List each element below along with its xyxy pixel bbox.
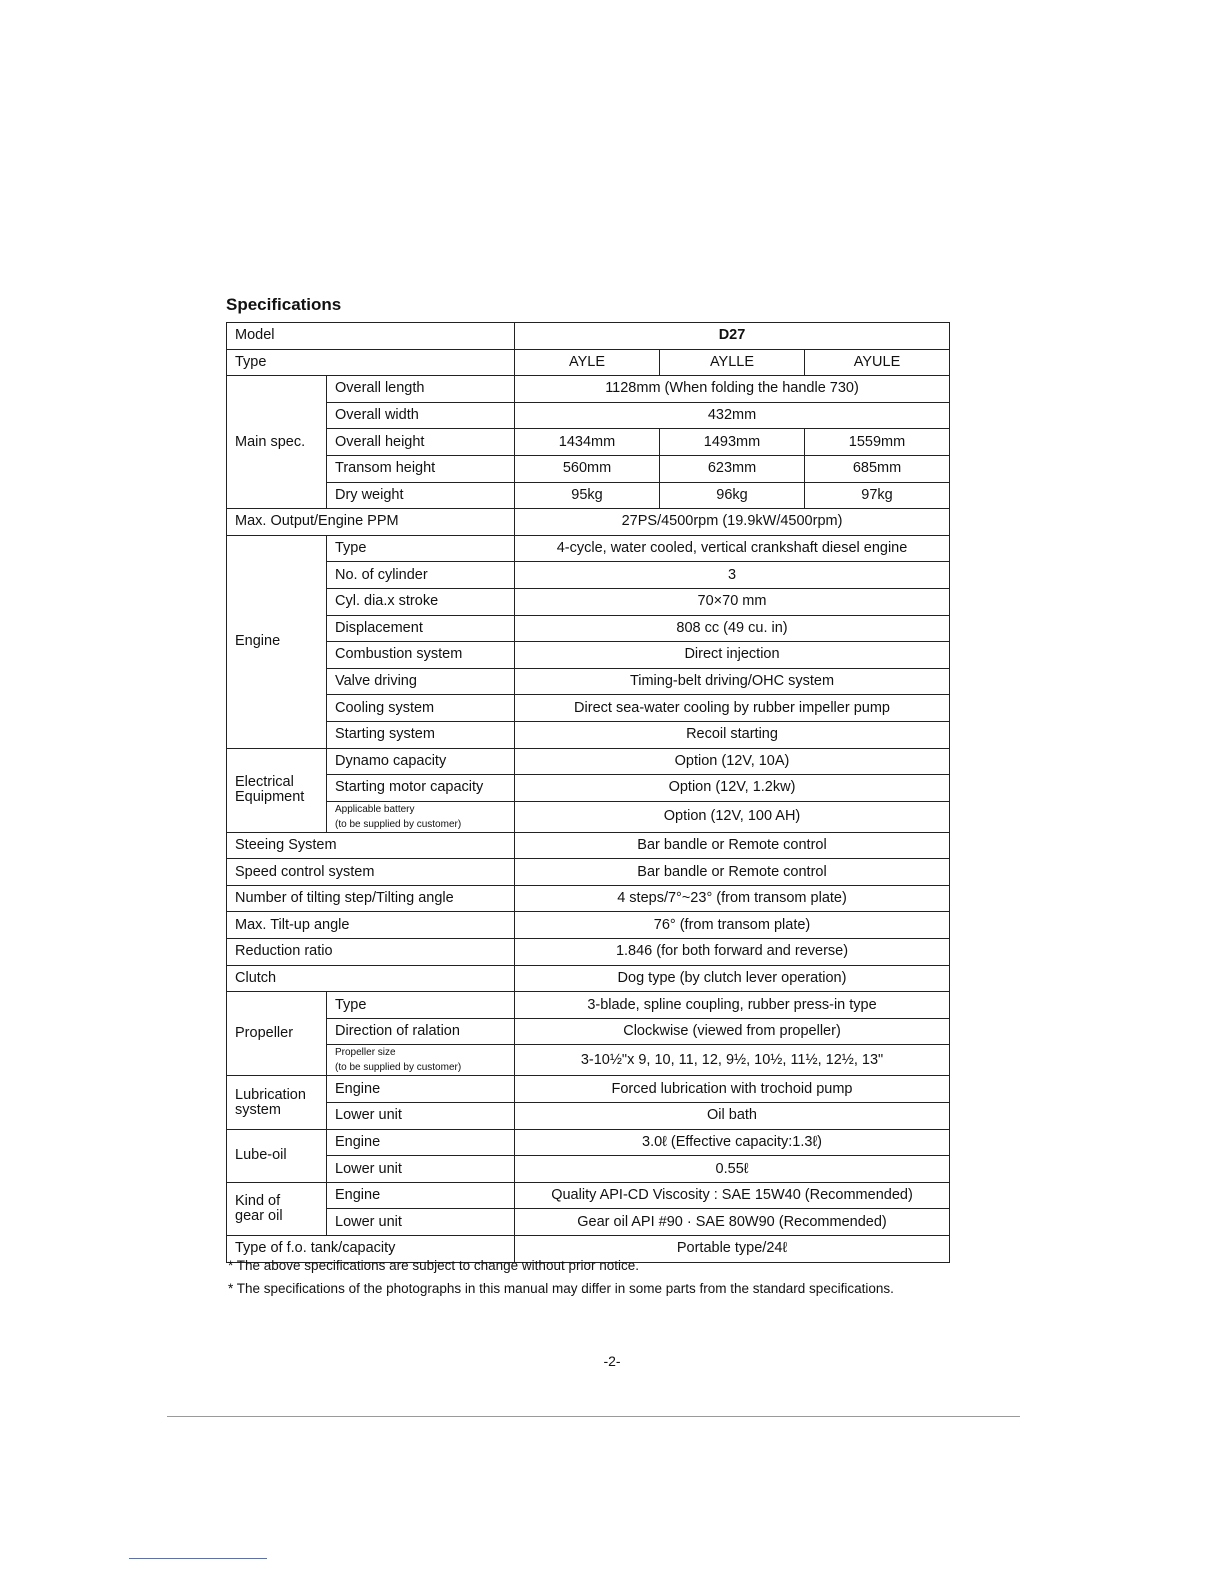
table-row	[227, 509, 950, 536]
table-row	[227, 1129, 950, 1156]
steering-label: Steeing System	[227, 832, 515, 859]
table-row	[227, 349, 950, 376]
gear-oil-engine-label: Engine	[327, 1182, 515, 1209]
table-row	[227, 642, 950, 669]
lubrication-group-line2: system	[235, 1101, 281, 1118]
table-row	[227, 1045, 950, 1076]
battery-label	[327, 801, 515, 832]
gear-oil-group-line2: gear oil	[235, 1207, 283, 1224]
table-row	[227, 1156, 950, 1183]
table-row	[227, 323, 950, 350]
displacement-label: Displacement	[327, 615, 515, 642]
battery-value: Option (12V, 100 AH)	[515, 801, 950, 832]
table-row	[227, 429, 950, 456]
table-row	[227, 615, 950, 642]
overall-width-label: Overall width	[327, 402, 515, 429]
lubrication-engine-label: Engine	[327, 1076, 515, 1103]
dynamo-value: Option (12V, 10A)	[515, 748, 950, 775]
bottom-divider	[167, 1416, 1020, 1417]
engine-group: Engine	[227, 535, 327, 748]
table-row	[227, 859, 950, 886]
combustion-value: Direct injection	[515, 642, 950, 669]
type-label: Type	[227, 349, 515, 376]
table-row	[227, 801, 950, 832]
battery-label-line2: (to be supplied by customer)	[335, 818, 462, 830]
clutch-value: Dog type (by clutch lever operation)	[515, 965, 950, 992]
table-row	[227, 1076, 950, 1103]
table-row	[227, 482, 950, 509]
starting-label: Starting system	[327, 721, 515, 748]
propeller-size-label-line1: Propeller size	[335, 1047, 396, 1059]
lubrication-group	[227, 1076, 327, 1129]
propeller-type-label: Type	[327, 992, 515, 1019]
overall-length-label: Overall length	[327, 376, 515, 403]
footnote-photographs: * The specifications of the photographs in this manual may differ in some parts from the standard specifications.	[228, 1281, 894, 1296]
variant-ayule: AYULE	[805, 349, 950, 376]
dry-weight-ayule: 97kg	[805, 482, 950, 509]
electrical-group-line2: Equipment	[235, 789, 305, 806]
tilt-steps-value: 4 steps/7°~23° (from transom plate)	[515, 885, 950, 912]
electrical-group	[227, 748, 327, 832]
page-title: Specifications	[226, 295, 342, 314]
reduction-value: 1.846 (for both forward and reverse)	[515, 939, 950, 966]
lubrication-lower-label: Lower unit	[327, 1103, 515, 1130]
tilt-up-label: Max. Tilt-up angle	[227, 912, 515, 939]
starting-value: Recoil starting	[515, 721, 950, 748]
table-row	[227, 965, 950, 992]
dynamo-label: Dynamo capacity	[327, 748, 515, 775]
variant-aylle: AYLLE	[660, 349, 805, 376]
table-row	[227, 588, 950, 615]
page-number: -2-	[603, 1353, 621, 1369]
lube-oil-engine-label: Engine	[327, 1129, 515, 1156]
tilt-steps-label: Number of tilting step/Tilting angle	[227, 885, 515, 912]
transom-height-ayle: 560mm	[515, 455, 660, 482]
starting-motor-value: Option (12V, 1.2kw)	[515, 775, 950, 802]
table-row	[227, 939, 950, 966]
propeller-size-label	[327, 1045, 515, 1076]
valve-label: Valve driving	[327, 668, 515, 695]
main-spec-group: Main spec.	[227, 376, 327, 509]
gear-oil-lower-value: Gear oil API #90 · SAE 80W90 (Recommended)	[515, 1209, 950, 1236]
table-row	[227, 721, 950, 748]
displacement-value: 808 cc (49 cu. in)	[515, 615, 950, 642]
table-row	[227, 775, 950, 802]
table-row	[227, 668, 950, 695]
gear-oil-lower-label: Lower unit	[327, 1209, 515, 1236]
propeller-type-value: 3-blade, spline coupling, rubber press-in type	[515, 992, 950, 1019]
cylinders-label: No. of cylinder	[327, 562, 515, 589]
fuel-tank-label: Type of f.o. tank/capacity	[227, 1236, 515, 1263]
gear-oil-group-line1: Kind of	[235, 1192, 281, 1209]
table-row	[227, 885, 950, 912]
propeller-direction-label: Direction of ralation	[327, 1018, 515, 1045]
battery-label-line1: Applicable battery	[335, 803, 415, 815]
speed-control-label: Speed control system	[227, 859, 515, 886]
fuel-tank-value: Portable type/24ℓ	[515, 1236, 950, 1263]
propeller-size-label-line2: (to be supplied by customer)	[335, 1062, 462, 1074]
starting-motor-label: Starting motor capacity	[327, 775, 515, 802]
tilt-up-value: 76° (from transom plate)	[515, 912, 950, 939]
table-row	[227, 376, 950, 403]
model-label: Model	[227, 323, 515, 350]
lubrication-group-line1: Lubrication	[235, 1086, 306, 1103]
bore-stroke-value: 70×70 mm	[515, 588, 950, 615]
overall-length-value: 1128mm (When folding the handle 730)	[515, 376, 950, 403]
table-row	[227, 1018, 950, 1045]
valve-value: Timing-belt driving/OHC system	[515, 668, 950, 695]
dry-weight-ayle: 95kg	[515, 482, 660, 509]
engine-type-label: Type	[327, 535, 515, 562]
reduction-label: Reduction ratio	[227, 939, 515, 966]
lube-oil-lower-value: 0.55ℓ	[515, 1156, 950, 1183]
table-row	[227, 535, 950, 562]
model-value: D27	[515, 323, 950, 350]
gear-oil-group	[227, 1182, 327, 1235]
transom-height-label: Transom height	[327, 455, 515, 482]
lube-oil-engine-value: 3.0ℓ (Effective capacity:1.3ℓ)	[515, 1129, 950, 1156]
variant-ayle: AYLE	[515, 349, 660, 376]
table-row	[227, 402, 950, 429]
table-row	[227, 748, 950, 775]
steering-value: Bar bandle or Remote control	[515, 832, 950, 859]
propeller-direction-value: Clockwise (viewed from propeller)	[515, 1018, 950, 1045]
footer-link-underline	[129, 1558, 267, 1559]
transom-height-aylle: 623mm	[660, 455, 805, 482]
overall-height-label: Overall height	[327, 429, 515, 456]
table-row	[227, 992, 950, 1019]
max-output-value: 27PS/4500rpm (19.9kW/4500rpm)	[515, 509, 950, 536]
table-row	[227, 695, 950, 722]
cooling-value: Direct sea-water cooling by rubber impeller pump	[515, 695, 950, 722]
electrical-group-line1: Electrical	[235, 774, 294, 791]
table-row	[227, 832, 950, 859]
engine-type-value: 4-cycle, water cooled, vertical crankshaft diesel engine	[515, 535, 950, 562]
lubrication-engine-value: Forced lubrication with trochoid pump	[515, 1076, 950, 1103]
footnote-change-notice: * The above specifications are subject to change without prior notice.	[228, 1258, 639, 1273]
lube-oil-group: Lube-oil	[227, 1129, 327, 1182]
bore-stroke-label: Cyl. dia.x stroke	[327, 588, 515, 615]
speed-control-value: Bar bandle or Remote control	[515, 859, 950, 886]
table-row	[227, 562, 950, 589]
overall-height-ayle: 1434mm	[515, 429, 660, 456]
dry-weight-label: Dry weight	[327, 482, 515, 509]
combustion-label: Combustion system	[327, 642, 515, 669]
table-row	[227, 1209, 950, 1236]
table-row	[227, 1182, 950, 1209]
dry-weight-aylle: 96kg	[660, 482, 805, 509]
lubrication-lower-value: Oil bath	[515, 1103, 950, 1130]
overall-height-aylle: 1493mm	[660, 429, 805, 456]
gear-oil-engine-value: Quality API-CD Viscosity : SAE 15W40 (Recommended)	[515, 1182, 950, 1209]
table-row	[227, 455, 950, 482]
overall-height-ayule: 1559mm	[805, 429, 950, 456]
overall-width-value: 432mm	[515, 402, 950, 429]
table-row	[227, 1103, 950, 1130]
cylinders-value: 3	[515, 562, 950, 589]
footnotes	[228, 1257, 934, 1303]
specifications-table	[226, 322, 950, 1263]
propeller-group: Propeller	[227, 992, 327, 1076]
clutch-label: Clutch	[227, 965, 515, 992]
table-row	[227, 912, 950, 939]
cooling-label: Cooling system	[327, 695, 515, 722]
transom-height-ayule: 685mm	[805, 455, 950, 482]
max-output-label: Max. Output/Engine PPM	[227, 509, 515, 536]
lube-oil-lower-label: Lower unit	[327, 1156, 515, 1183]
propeller-size-value: 3-10½"x 9, 10, 11, 12, 9½, 10½, 11½, 12½, 13"	[515, 1045, 950, 1076]
